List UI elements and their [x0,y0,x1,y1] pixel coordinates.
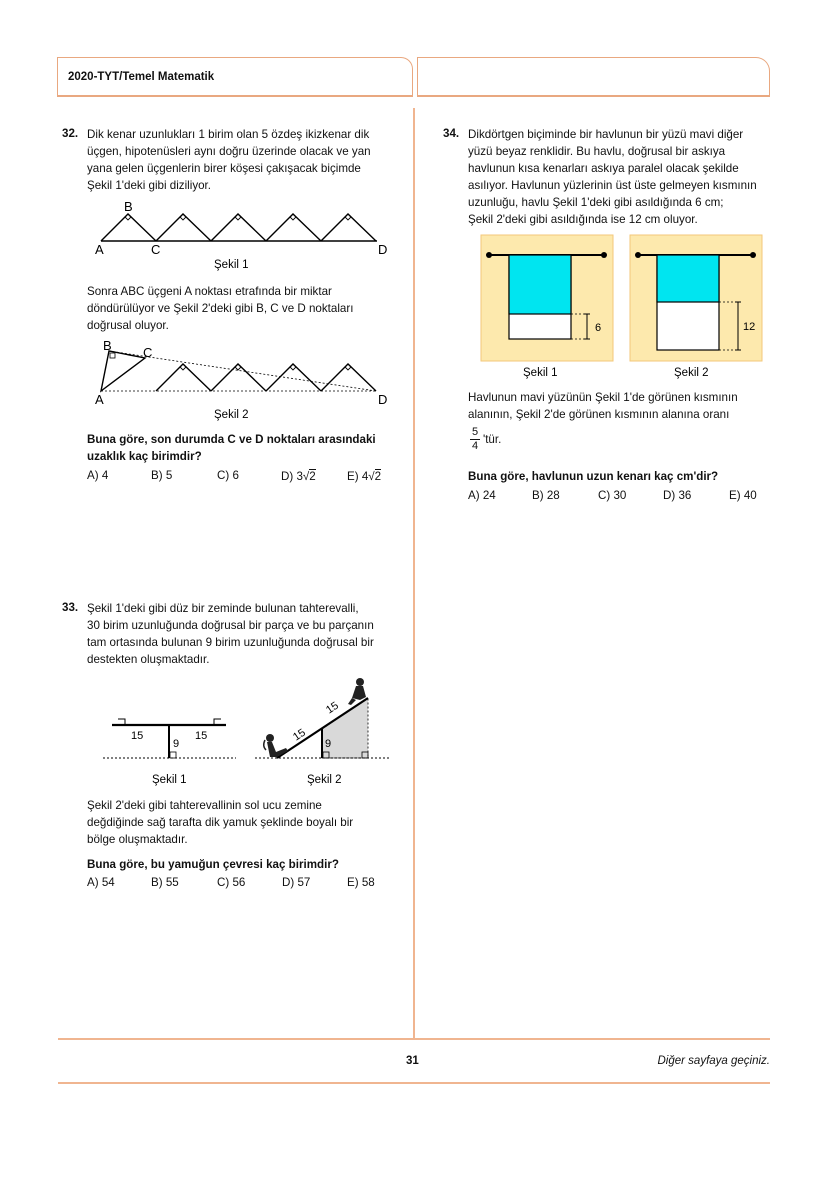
q33-f2-support-length: 9 [325,738,332,750]
q32-line: döndürülüyor ve Şekil 2'deki gibi B, C ve D noktaları [87,302,354,315]
sqrt-icon: √ [368,470,375,483]
q32-f1-point-c: C [151,242,161,257]
q33-option-a[interactable]: A) 54 [87,876,115,889]
q32-line: Sonra ABC üçgeni A noktası etrafında bir miktar [87,285,332,298]
q34-options [468,489,757,502]
q34-f1-label: Şekil 1 [523,367,558,379]
q32-option-d-radicand: 2 [309,470,316,483]
exam-title: 2020-TYT/Temel Matematik [68,71,215,83]
footer-rule-top [58,1038,770,1040]
q32-line: doğrusal oluyor. [87,319,169,332]
q34-stem-2 [468,389,738,423]
q32-f1-point-a: A [95,242,104,257]
q33-f2-right-length: 15 [323,699,341,717]
page-number: 31 [406,1055,419,1067]
q34-f2-label: Şekil 2 [674,367,709,379]
q32-question-line: Buna göre, son durumda C ve D noktaları arasındaki [87,433,376,446]
q34-f1-measure: 6 [595,322,602,334]
q34-line: asılıyor. Havlunun yüzlerinin üst üste gelmeyen kısmının [468,179,757,192]
q33-line: destekten oluşmaktadır. [87,653,210,666]
q34-line: havlunun kısa kenarları askıya paralel olacak şekilde [468,162,739,175]
q34-option-d[interactable]: D) 36 [663,489,692,502]
q34-line: alanının, Şekil 2'de görünen kısmının alanına oranı [468,408,730,421]
sqrt-icon: √ [302,470,310,483]
q34-fraction-denominator: 4 [471,440,479,452]
q32-line: Dik kenar uzunlukları 1 birim olan 5 özdeş ikizkenar dik [87,128,370,141]
q34-line: uzunluğu, havlu Şekil 1'deki gibi asıldığında 6 cm; [468,196,724,209]
q32-option-c[interactable]: C) 6 [217,469,239,482]
q32-f2-point-d: D [378,392,388,407]
q34-line: Havlunun mavi yüzünün Şekil 1'de görünen kısmının [468,391,738,404]
q33-f1-label: Şekil 1 [152,774,187,786]
q33-line: bölge oluşmaktadır. [87,833,188,846]
q34-question-line: Buna göre, havlunun uzun kenarı kaç cm'dir? [468,470,719,483]
q32-f2-point-c: C [143,345,153,360]
q32-option-b[interactable]: B) 5 [151,469,173,482]
q34-option-c[interactable]: C) 30 [598,489,627,502]
q34-option-a[interactable]: A) 24 [468,489,496,502]
q33-line: Şekil 1'deki gibi düz bir zeminde bulunan tahterevalli, [87,602,359,615]
q32-number: 32. [62,127,79,140]
q33-option-c[interactable]: C) 56 [217,876,246,889]
q32-f1-label: Şekil 1 [214,259,249,271]
q32-option-d-coef: D) 3 [281,470,303,483]
q34-ratio [468,426,501,453]
q33-question-line: Buna göre, bu yamuğun çevresi kaç birimdir? [87,858,339,871]
q34-number: 34. [443,127,460,140]
q32-option-a[interactable]: A) 4 [87,469,109,482]
q34-line: Şekil 2'deki gibi asıldığında ise 12 cm oluyor. [468,213,698,226]
q33-line: 30 birim uzunluğunda doğrusal bir parça ve bu parçanın [87,619,374,632]
q32-option-e-coef: E) 4 [347,470,369,483]
q33-line: Şekil 2'deki gibi tahterevallinin sol ucu zemine [87,799,322,812]
q33-f1-right-length: 15 [195,730,208,742]
q34-option-e[interactable]: E) 40 [729,489,757,502]
q32-line: Şekil 1'deki gibi diziliyor. [87,179,212,192]
q32-f2-point-a: A [95,392,104,407]
q34-fraction [468,426,482,453]
q33-line: tam ortasında bulunan 9 birim uzunluğunda doğrusal bir [87,636,374,649]
q32-option-e-radicand: 2 [374,470,382,483]
q34-option-b[interactable]: B) 28 [532,489,560,502]
q33-option-d[interactable]: D) 57 [282,876,311,889]
q33-line: değdiğinde sağ tarafta dik yamuk şeklinde boyalı bir [87,816,354,829]
q32-f1-point-d: D [378,242,388,257]
q33-option-e[interactable]: E) 58 [347,876,375,889]
footer-rule-bottom [58,1082,770,1084]
q32-f1-point-b: B [124,199,133,214]
q33-number: 33. [62,601,79,614]
q34-line: yüzü beyaz renklidir. Bu havlu, doğrusal bir askıya [468,145,726,158]
q33-f1-support-length: 9 [173,738,180,750]
q34-ratio-suffix: 'tür. [483,433,502,446]
q34-f2-measure: 12 [743,321,756,333]
q32-line: yana gelen üçgenlerin birer köşesi çakışacak biçimde [87,162,361,175]
q33-f2-left-length: 15 [290,726,308,744]
q32-f2-point-b: B [103,338,112,353]
q33-f1-left-length: 15 [131,730,144,742]
q32-question-line: uzaklık kaç birimdir? [87,450,202,463]
q32-f2-label: Şekil 2 [214,409,249,421]
q34-line: Dikdörtgen biçiminde bir havlunun bir yüzü mavi diğer [468,128,744,141]
q33-option-b[interactable]: B) 55 [151,876,179,889]
q34-question [468,468,718,485]
next-page-note: Diğer sayfaya geçiniz. [657,1055,770,1067]
q34-fraction-numerator: 5 [471,426,479,438]
q33-f2-label: Şekil 2 [307,774,342,786]
q32-line: üçgen, hipotenüsleri aynı doğru üzerinde olacak ve yan [87,145,371,158]
